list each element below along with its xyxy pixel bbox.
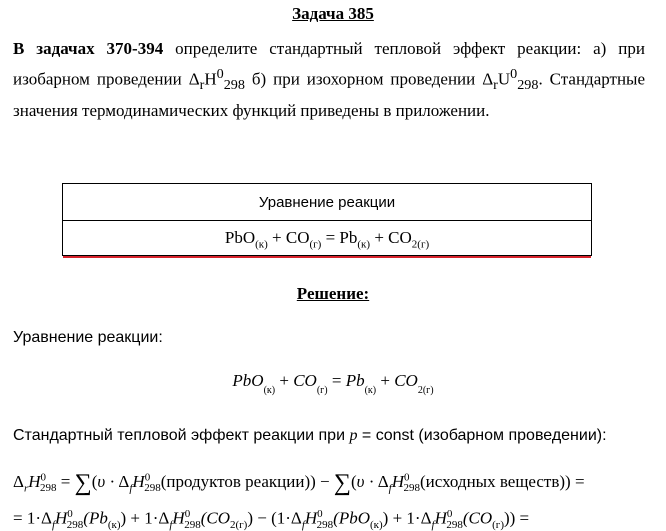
reaction-equation: $PbO_{(к)} + CO_{(г)} = Pb_{(к)} + CO_{2(г)}$ (232, 371, 434, 396)
reaction-label: Уравнение реакции: (13, 329, 163, 346)
table-header: Уравнение реакции (63, 184, 591, 221)
task-range: В задачах 370-394 (13, 39, 164, 58)
reaction-table (62, 183, 592, 256)
task-statement: В задачах 370-394 определите стандартный тепловой эффект реакции: а) при изобарном проведении $\Delta_rH^0_{298}$ б) при изохорном проведении $\Delta_rU^0_{298}$. Стандартные значения термодинамических функций приведены в приложении. (13, 39, 646, 121)
hess-formula-expansion: = $1\cdot\Delta_fH^0_{298}(Pb_{(к)}) + 1\cdot\Delta_fH^0_{298}(CO_{2(г)}) - (1\cdot\Delta_fH^0_{298}(PbO_{(к)}) + 1\cdot\Delta_fH^0_{298}(CO_{(г)}))$ = (13, 508, 530, 531)
hess-formula: $\Delta_rH^0_{298} = \sum(\upsilon$ · $\Delta_fH^0_{298}(продуктов$ реакции)) − $\sum(\upsilon \cdot \Delta_fH^0_{298}(исходных$ веществ)) = (13, 470, 585, 496)
problem-title: Задача 385 (292, 4, 374, 23)
solution-heading: Решение: (296, 284, 370, 303)
effect-statement: Стандартный тепловой эффект реакции при p = const (изобарном проведении): (13, 427, 607, 444)
table-reaction-row: $PbO_{(к)} + CO_{(г)} = Pb_{(к)} + CO_{2(г)}$ (63, 221, 591, 258)
